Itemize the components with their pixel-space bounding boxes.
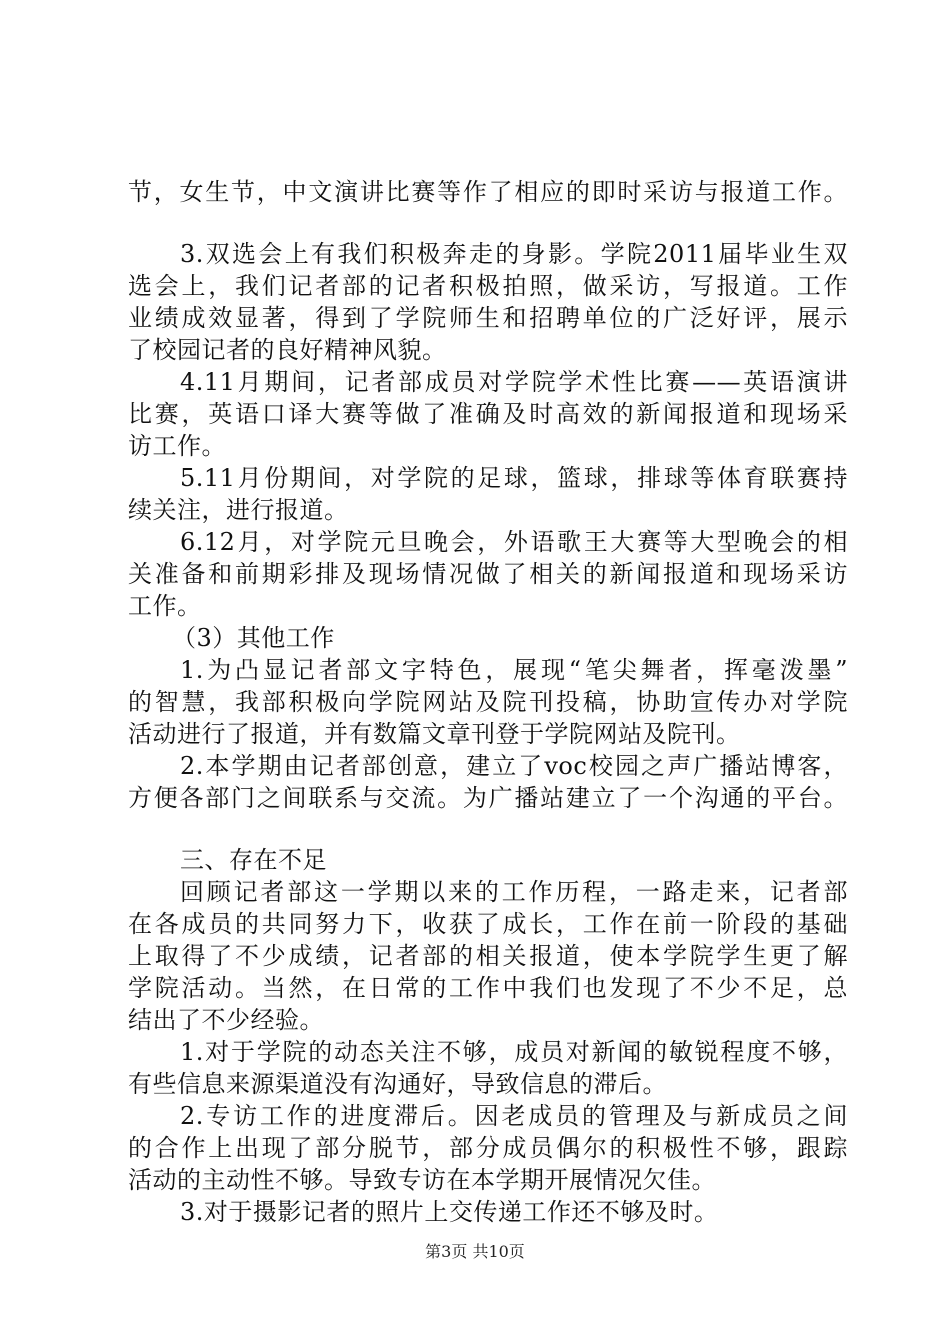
body-line: 的合作上出现了部分脱节，部分成员偶尔的积极性不够，跟踪: [128, 1134, 848, 1162]
body-line: 节，女生节，中文演讲比赛等作了相应的即时采访与报道工作。: [128, 178, 848, 206]
section-heading: 三、存在不足: [180, 846, 327, 874]
body-line: 1.为凸显记者部文字特色，展现“笔尖舞者，挥毫泼墨”: [180, 656, 848, 684]
body-line: 活动的主动性不够。导致专访在本学期开展情况欠佳。: [128, 1166, 716, 1194]
body-line: 6.12月，对学院元旦晚会，外语歌王大赛等大型晚会的相: [180, 528, 848, 556]
body-line: 工作。: [128, 592, 202, 620]
page-number-footer: 第3页 共10页: [425, 1242, 525, 1261]
body-line: 比赛，英语口译大赛等做了准确及时高效的新闻报道和现场采: [128, 400, 848, 428]
body-line: 2.本学期由记者部创意，建立了voc校园之声广播站博客，: [180, 752, 848, 780]
body-line: 学院活动。当然，在日常的工作中我们也发现了不少不足，总: [128, 974, 848, 1002]
body-line: 的智慧，我部积极向学院网站及院刊投稿，协助宣传办对学院: [128, 688, 848, 716]
body-line: 2.专访工作的进度滞后。因老成员的管理及与新成员之间: [180, 1102, 848, 1130]
body-line: 在各成员的共同努力下，收获了成长，工作在前一阶段的基础: [128, 910, 848, 938]
body-line: 活动进行了报道，并有数篇文章刊登于学院网站及院刊。: [128, 720, 741, 748]
body-line: 业绩成效显著，得到了学院师生和招聘单位的广泛好评，展示: [128, 304, 848, 332]
body-line: 1.对于学院的动态关注不够，成员对新闻的敏锐程度不够，: [180, 1038, 848, 1066]
body-line: 方便各部门之间联系与交流。为广播站建立了一个沟通的平台。: [128, 784, 848, 812]
body-line: 回顾记者部这一学期以来的工作历程，一路走来，记者部: [180, 878, 848, 906]
body-line: 3.双选会上有我们积极奔走的身影。学院2011届毕业生双: [180, 240, 848, 268]
body-line: 了校园记者的良好精神风貌。: [128, 336, 447, 364]
body-line: 续关注，进行报道。: [128, 496, 349, 524]
body-line: 选会上，我们记者部的记者积极拍照，做采访，写报道。工作: [128, 272, 848, 300]
body-line: 关准备和前期彩排及现场情况做了相关的新闻报道和现场采访: [128, 560, 848, 588]
body-line: 5.11月份期间，对学院的足球，篮球，排球等体育联赛持: [180, 464, 848, 492]
body-line: 结出了不少经验。: [128, 1006, 324, 1034]
section-subheading: （3）其他工作: [172, 624, 335, 652]
body-line: 上取得了不少成绩，记者部的相关报道，使本学院学生更了解: [128, 942, 848, 970]
body-line: 有些信息来源渠道没有沟通好，导致信息的滞后。: [128, 1070, 667, 1098]
body-line: 访工作。: [128, 432, 226, 460]
body-line: 4.11月期间，记者部成员对学院学术性比赛——英语演讲: [180, 368, 848, 396]
body-line: 3.对于摄影记者的照片上交传递工作还不够及时。: [180, 1198, 719, 1226]
